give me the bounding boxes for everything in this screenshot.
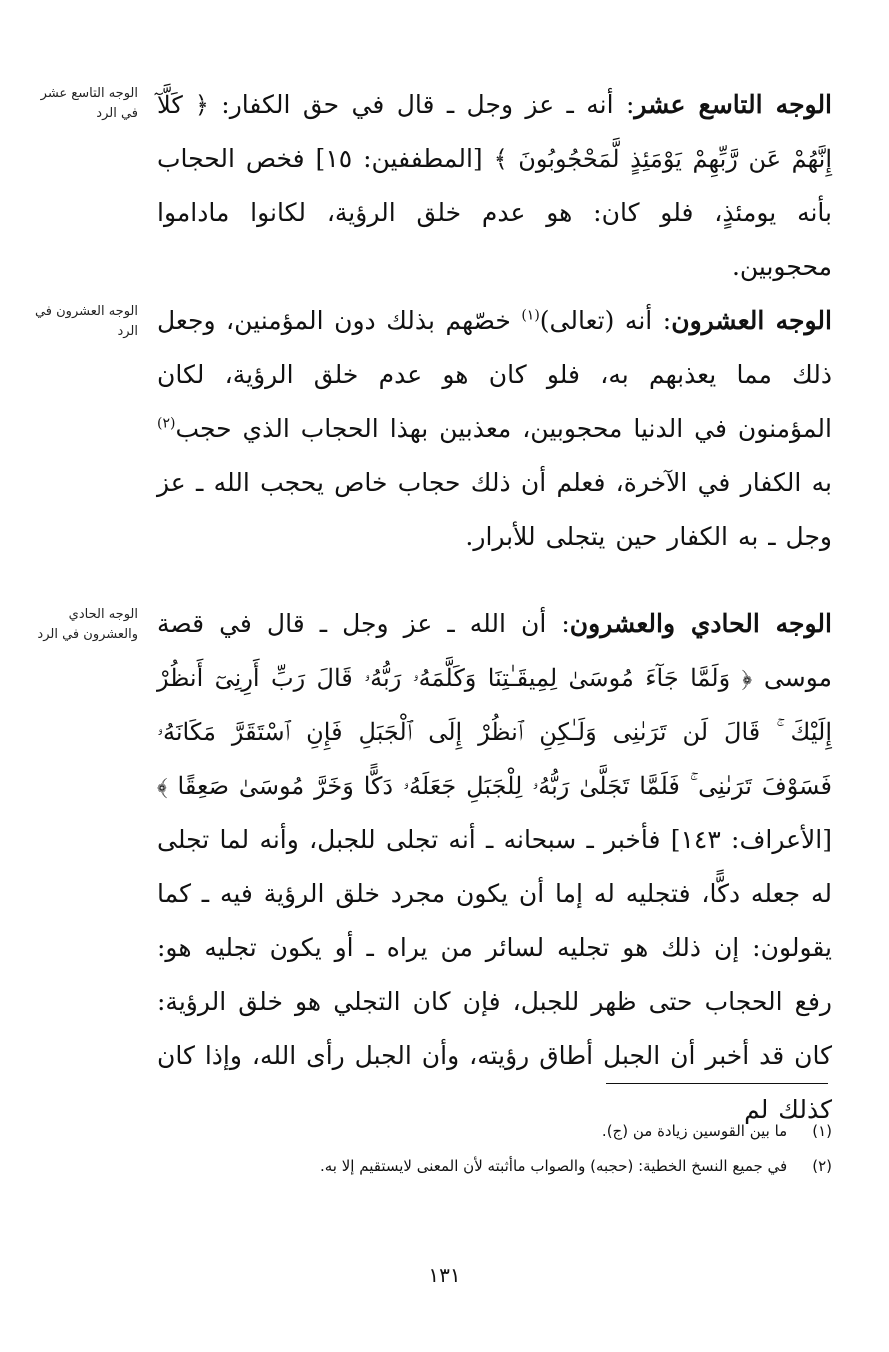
footnote-separator bbox=[606, 1083, 828, 1084]
footnote-number: (٢) bbox=[812, 1157, 832, 1175]
quran-verse: ﴿ وَلَمَّا جَآءَ مُوسَىٰ لِمِيقَـٰتِنَا وَكَلَّمَهُۥ رَبُّهُۥ قَالَ رَبِّ أَرِنِىٓ أَنظُرْ إِلَيْكَ ۚ قَالَ لَن تَرَىٰنِى وَلَـٰكِنِ ٱنظُرْ إِلَى ٱلْجَبَلِ فَإِنِ ٱسْتَقَرَّ مَكَانَهُۥ فَسَوْفَ تَرَىٰنِى ۚ فَلَمَّا تَجَلَّىٰ رَبُّهُۥ لِلْجَبَلِ جَعَلَهُۥ دَكًّا وَخَرَّ مُوسَىٰ صَعِقًا ﴾ bbox=[157, 664, 832, 800]
section-text: خصّهم بذلك دون المؤمنين، وجعل ذلك مما يعذبهم به، فلو كان هو عدم خلق الرؤية، لكان المؤمنون في الدنيا محجوبين، معذبين بهذا الحجاب الذي حجب bbox=[157, 306, 832, 443]
footnote-number: (١) bbox=[812, 1122, 832, 1140]
section-text: به الكفار في الآخرة، فعلم أن ذلك حجاب خاص يحجب الله ـ عز وجل ـ به الكفار حين يتجلى للأبرار. bbox=[157, 468, 832, 551]
page-number: ١٣١ bbox=[428, 1263, 461, 1287]
section-21 bbox=[157, 597, 832, 1137]
footnote-text: ما بين القوسين زيادة من (ج). bbox=[601, 1122, 788, 1140]
margin-note-21: الوجه الحادي والعشرون في الرد bbox=[37, 607, 138, 642]
section-20 bbox=[157, 294, 832, 564]
footnote-ref: (١) bbox=[521, 307, 540, 324]
section-text: : أنه ـ عز وجل ـ قال في حق الكفار: bbox=[221, 90, 635, 119]
quran-verse: ﴿ كَلَّآ إِنَّهُمْ عَن رَّبِّهِمْ يَوْمَئِذٍ لَّمَحْجُوبُونَ ﴾ bbox=[157, 91, 833, 173]
footnote-1 bbox=[142, 1118, 832, 1144]
margin-note-20: الوجه العشرون في الرد bbox=[34, 304, 138, 339]
footnote-ref: (٢) bbox=[157, 415, 176, 432]
section-heading: الوجه التاسع عشر bbox=[634, 90, 833, 119]
section-heading: الوجه الحادي والعشرون bbox=[569, 609, 832, 638]
section-text: [المطففين: ١٥] فخص الحجاب بأنه يومئذٍ، فلو كان: هو عدم خلق الرؤية، لكانوا ماداموا محجوبين. bbox=[157, 144, 832, 281]
section-heading: الوجه العشرون bbox=[671, 306, 832, 335]
section-text: [الأعراف: ١٤٣] فأخبر ـ سبحانه ـ أنه تجلى للجبل، وأنه لما تجلى له جعله دكًّا، فتجليه له إما أن يكون مجرد خلق الرؤية فيه ـ كما يقولون: إن ذلك هو تجليه لسائر من يراه ـ أو يكون تجليه هو: رفع الحجاب حتى ظهر للجبل، فإن كان التجلي هو خلق الرؤية: كان قد أخبر أن الجبل أطاق رؤيته، وأن الجبل رأى الله، وإذا كان كذلك لم bbox=[157, 825, 832, 1124]
section-text: : أن الله ـ عز وجل ـ قال في قصة موسى bbox=[157, 609, 832, 692]
margin-note-19: الوجه التاسع عشر في الرد bbox=[40, 86, 138, 121]
footnote-2 bbox=[142, 1153, 832, 1179]
footnote-text: في جميع النسخ الخطية: (حجبه) والصواب ماأثبته لأن المعنى لايستقيم إلا به. bbox=[319, 1157, 788, 1175]
section-text: : أنه (تعالى) bbox=[539, 306, 672, 335]
section-19 bbox=[157, 78, 832, 294]
